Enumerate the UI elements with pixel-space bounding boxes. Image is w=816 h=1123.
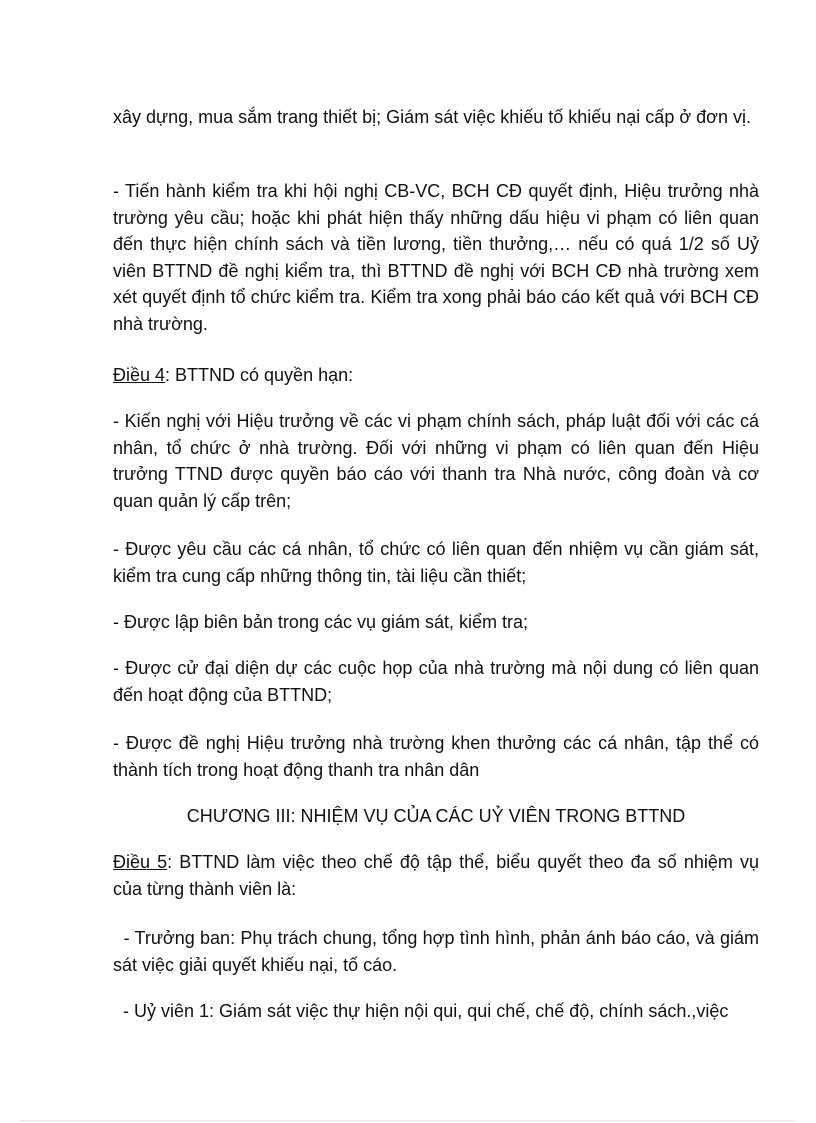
paragraph-inspection: - Tiến hành kiểm tra khi hội nghị CB-VC, BCH CĐ quyết định, Hiệu trưởng nhà trường yêu cầu; hoặc khi phát hiện thấy những dấu hiệu vi phạm có liên quan đến thực hiện chính sách và tiền lương, tiền thưởng,… nếu có quá 1/2 số Uỷ viên BTTND đề nghị kiểm tra, thì BTTND đề nghị với BCH CĐ nhà trường xem xét quyết định tổ chức kiểm tra. Kiểm tra xong phải báo cáo kết quả với BCH CĐ nhà trường.: [113, 181, 759, 334]
article-4-label: Điều 4: [113, 365, 166, 385]
page-bottom-divider: [20, 1120, 796, 1121]
paragraph-request-info: - Được yêu cầu các cá nhân, tổ chức có liên quan đến nhiệm vụ cần giám sát, kiểm tra cung cấp những thông tin, tài liệu cần thiết;: [113, 539, 759, 586]
paragraph-attend-meetings: - Được cử đại diện dự các cuộc họp của nhà trường mà nội dung có liên quan đến hoạt động của BTTND;: [113, 658, 759, 705]
article-5: [113, 849, 759, 902]
paragraph-reward: - Được đề nghị Hiệu trưởng nhà trường khen thưởng các cá nhân, tập thể có thành tích trong hoạt động thanh tra nhân dân: [113, 733, 759, 780]
article-5-text: : BTTND làm việc theo chế độ tập thể, biểu quyết theo đa số nhiệm vụ của từng thành viên là:: [113, 852, 760, 899]
paragraph-member-1: - Uỷ viên 1: Giám sát việc thự hiện nội qui, qui chế, chế độ, chính sách.,việc: [113, 1001, 729, 1021]
paragraph-record: - Được lập biên bản trong các vụ giám sát, kiểm tra;: [113, 612, 529, 632]
paragraph-head-of-board: - Trưởng ban: Phụ trách chung, tổng hợp tình hình, phản ánh báo cáo, và giám sát việc giải quyết khiếu nại, tố cáo.: [113, 928, 765, 975]
paragraph-recommend: - Kiến nghị với Hiệu trưởng về các vi phạm chính sách, pháp luật đối với các cá nhân, tổ chức ở nhà trường. Đối với những vi phạm có liên quan đến Hiệu trưởng TTND được quyền báo cáo với thanh tra Nhà nước, công đoàn và cơ quan quản lý cấp trên;: [113, 411, 759, 511]
article-4-heading: [113, 362, 759, 389]
article-4-text: : BTTND có quyền hạn:: [165, 365, 354, 385]
chapter-heading: CHƯƠNG III: NHIỆM VỤ CỦA CÁC UỶ VIÊN TRONG BTTND: [186, 806, 686, 826]
paragraph-continuation: xây dựng, mua sắm trang thiết bị; Giám sát việc khiếu tố khiếu nại cấp ở đơn vị.: [113, 107, 751, 127]
article-5-label: Điều 5: [113, 852, 168, 872]
